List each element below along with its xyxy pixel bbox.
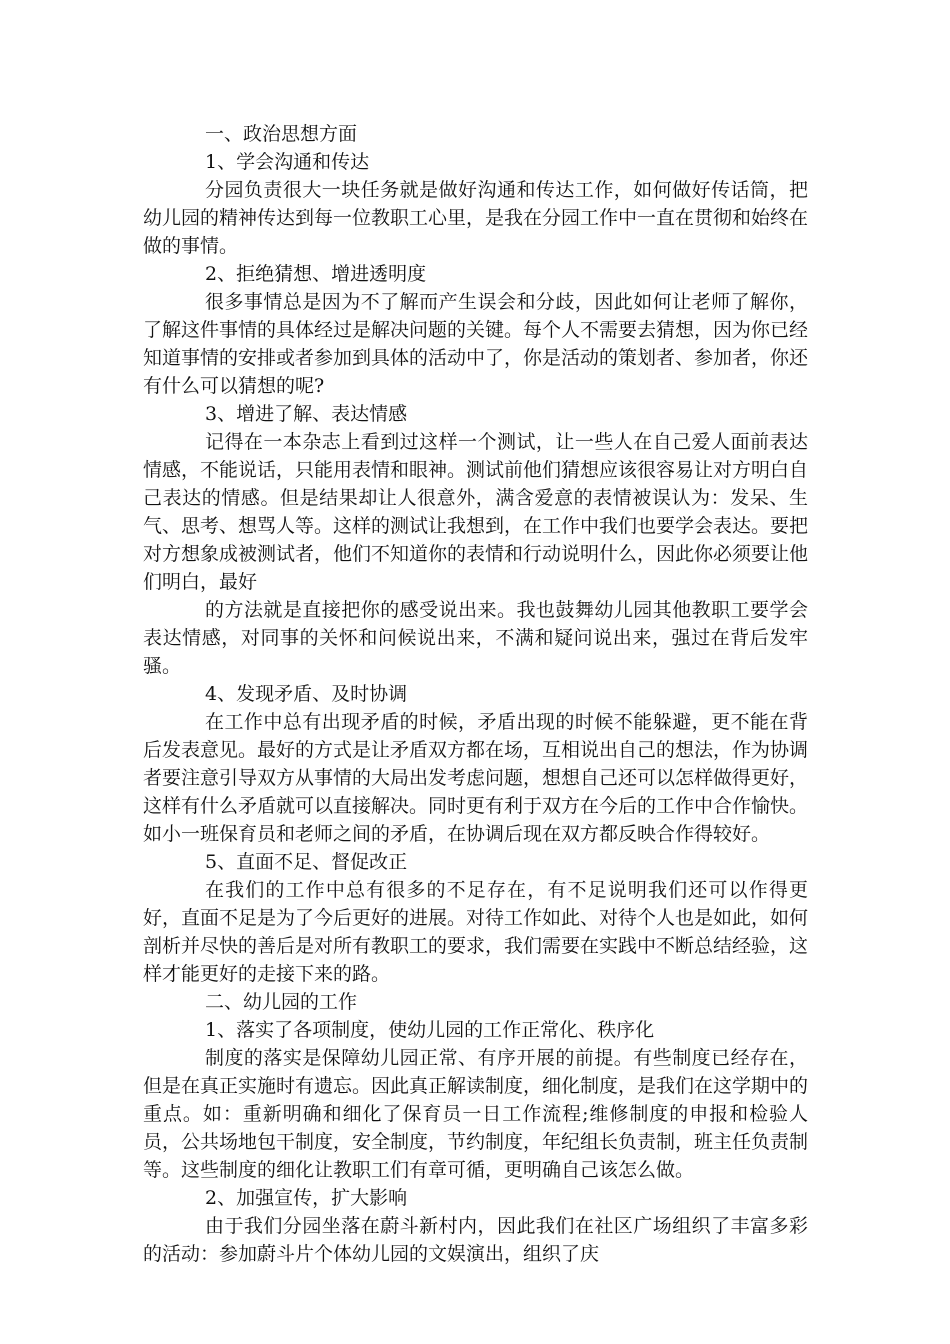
paragraph-transparency: 很多事情总是因为不了解而产生误会和分歧，因此如何让老师了解你，了解这件事情的具体经过是解决问题的关键。每个人不需要去猜想，因为你已经知道事情的安排或者参加到具体的活动中了，你是活动的策划者、参加者，你还有什么可以猜想的呢?: [143, 291, 809, 397]
paragraph-regulations: 制度的落实是保障幼儿园正常、有序开展的前提。有些制度已经存在，但是在真正实施时有遗忘。因此真正解读制度，细化制度，是我们在这学期中的重点。如：重新明确和细化了保育员一日工作流程;维修制度的申报和检验人员，公共场地包干制度，安全制度，节约制度，年纪组长负责制，班主任负责制等。这些制度的细化让教职工们有章可循，更明确自己该怎么做。: [143, 1047, 809, 1181]
paragraph-conflict: 在工作中总有出现矛盾的时候，矛盾出现的时候不能躲避，更不能在背后发表意见。最好的方式是让矛盾双方都在场，互相说出自己的想法，作为协调者要注意引导双方从事情的大局出发考虑问题，想想自己还可以怎样做得更好，这样有什么矛盾就可以直接解决。同时更有利于双方在今后的工作中合作愉快。如小一班保育员和老师之间的矛盾，在协调后现在双方都反映合作得较好。: [143, 711, 809, 845]
section-heading-kindergarten-work: 二、幼儿园的工作: [205, 991, 358, 1013]
subheading-regulations: 1、落实了各项制度，使幼儿园的工作正常化、秩序化: [205, 1019, 655, 1041]
paragraph-publicity: 由于我们分园坐落在蔚斗新村内，因此我们在社区广场组织了丰富多彩的活动：参加蔚斗片个体幼儿园的文娱演出，组织了庆: [143, 1215, 808, 1265]
subheading-publicity: 2、加强宣传，扩大影响: [205, 1187, 408, 1209]
paragraph-expression-method: 的方法就是直接把你的感受说出来。我也鼓舞幼儿园其他教职工要学会表达情感，对同事的关怀和问候说出来，不满和疑问说出来，强过在背后发牢骚。: [143, 599, 808, 677]
section-heading-politics: 一、政治思想方面: [205, 123, 358, 145]
subheading-communication: 1、学会沟通和传达: [205, 151, 370, 173]
subheading-transparency: 2、拒绝猜想、增进透明度: [205, 263, 427, 285]
paragraph-shortcomings: 在我们的工作中总有很多的不足存在，有不足说明我们还可以作得更好，直面不足是为了今后更好的进展。对待工作如此、对待个人也是如此，如何剖析并尽快的善后是对所有教职工的要求，我们需要在实践中不断总结经验，这样才能更好的走接下来的路。: [143, 879, 809, 985]
paragraph-expression-test: 记得在一本杂志上看到过这样一个测试，让一些人在自己爱人面前表达情感，不能说话，只能用表情和眼神。测试前他们猜想应该很容易让对方明白自己表达的情感。但是结果却让人很意外，满含爱意的表情被误认为：发呆、生气、思考、想骂人等。这样的测试让我想到，在工作中我们也要学会表达。要把对方想象成被测试者，他们不知道你的表情和行动说明什么，因此你必须要让他们明白，最好: [143, 431, 809, 593]
subheading-shortcomings: 5、直面不足、督促改正: [205, 851, 408, 873]
document-body: [143, 120, 808, 1268]
subheading-expression: 3、增进了解、表达情感: [205, 403, 408, 425]
paragraph-communication: 分园负责很大一块任务就是做好沟通和传达工作，如何做好传话筒，把幼儿园的精神传达到每一位教职工心里，是我在分园工作中一直在贯彻和始终在做的事情。: [143, 179, 809, 257]
subheading-conflict: 4、发现矛盾、及时协调: [205, 683, 408, 705]
